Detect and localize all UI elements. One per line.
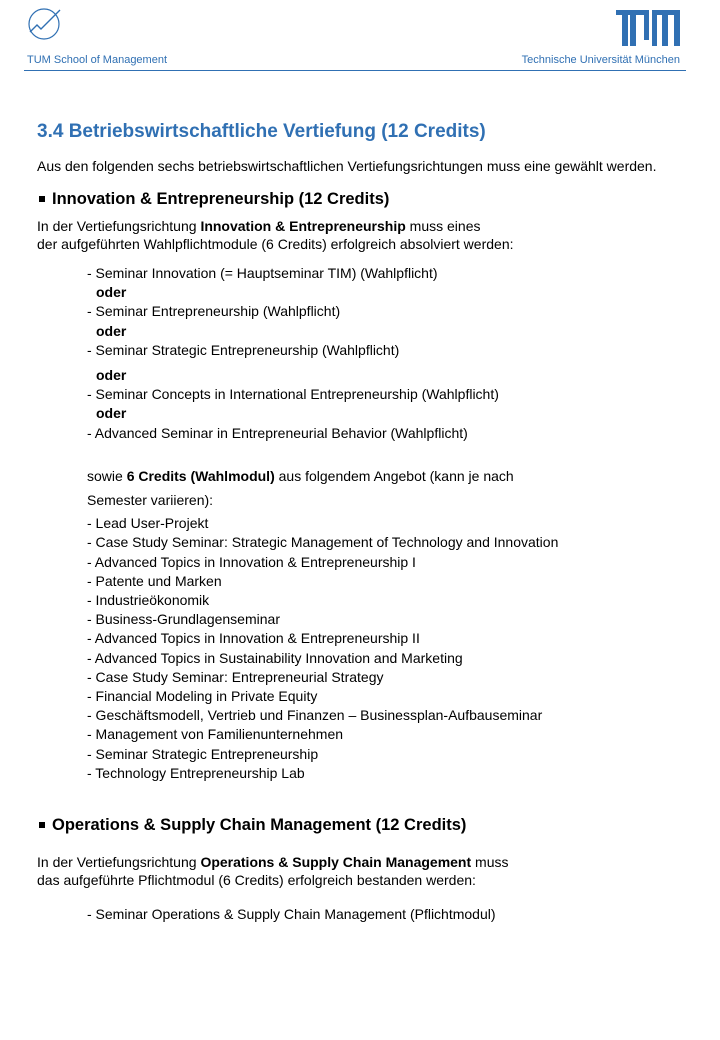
square-bullet-icon bbox=[39, 822, 45, 828]
elective-module-list bbox=[87, 514, 697, 783]
tum-logo bbox=[616, 10, 680, 46]
section-paragraph: der aufgeführten Wahlpflichtmodule (6 Credits) erfolgreich absolviert werden: bbox=[37, 236, 514, 252]
list-item: - Seminar Strategic Entrepreneurship (Wahlpflicht) bbox=[87, 341, 400, 358]
university-name: Technische Universität München bbox=[521, 54, 680, 66]
intro-text: Aus den folgenden sechs betriebswirtschaftlichen Vertiefungsrichtungen muss eine gewählt werden. bbox=[37, 158, 657, 174]
list-item: - Business-Grundlagenseminar bbox=[87, 611, 280, 628]
list-item: - Seminar Operations & Supply Chain Management (Pflichtmodul) bbox=[87, 906, 496, 923]
section-paragraph bbox=[37, 217, 697, 235]
list-item: - Seminar Concepts in International Entrepreneurship (Wahlpflicht) bbox=[87, 386, 499, 403]
list-item: - Seminar Innovation (= Hauptseminar TIM) (Wahlpflicht) bbox=[87, 265, 438, 281]
text-span: In der Vertiefungsrichtung bbox=[37, 218, 201, 234]
page-title: 3.4 Betriebswirtschaftliche Vertiefung (12 Credits) bbox=[37, 121, 486, 142]
list-item: - Advanced Topics in Innovation & Entrepreneurship II bbox=[87, 630, 420, 647]
square-bullet-icon bbox=[39, 196, 45, 202]
list-item: - Advanced Topics in Sustainability Innovation and Marketing bbox=[87, 649, 463, 666]
section-paragraph bbox=[37, 853, 697, 871]
school-name: TUM School of Management bbox=[27, 54, 168, 66]
text-span: muss eines bbox=[405, 218, 481, 234]
mandatory-module-list bbox=[87, 264, 697, 783]
text-span: sowie bbox=[87, 467, 127, 484]
section-paragraph: das aufgeführte Pflichtmodul (6 Credits) erfolgreich bestanden werden: bbox=[37, 872, 476, 889]
list-item: - Technology Entrepreneurship Lab bbox=[87, 764, 305, 781]
list-item: - Management von Familienunternehmen bbox=[87, 726, 344, 743]
tum-school-of-management-logo bbox=[27, 4, 63, 44]
bold-term: 6 Credits (Wahlmodul) bbox=[126, 467, 275, 484]
section-heading-text: Operations & Supply Chain Management (12 Credits) bbox=[52, 816, 467, 835]
bold-term: Operations & Supply Chain Management bbox=[200, 854, 472, 871]
text-span: muss bbox=[471, 854, 509, 871]
mandatory-module-list bbox=[87, 905, 697, 924]
list-item-or: oder bbox=[96, 367, 127, 384]
list-item: - Geschäftsmodell, Vertrieb und Finanzen – Businessplan-Aufbauseminar bbox=[87, 707, 543, 724]
section-heading-text: Innovation & Entrepreneurship (12 Credits) bbox=[52, 190, 390, 208]
list-item: - Case Study Seminar: Entrepreneurial Strategy bbox=[87, 668, 384, 685]
list-item: - Case Study Seminar: Strategic Management of Technology and Innovation bbox=[87, 534, 559, 551]
list-item: - Advanced Topics in Innovation & Entrepreneurship I bbox=[87, 553, 416, 570]
list-item: - Seminar Entrepreneurship (Wahlpflicht) bbox=[87, 303, 341, 320]
list-item: - Industrieökonomik bbox=[87, 592, 210, 609]
elective-intro-line2: Semester variieren): bbox=[87, 492, 214, 509]
list-item-or: oder bbox=[96, 322, 127, 339]
section-heading-innovation bbox=[37, 189, 697, 209]
list-item: - Advanced Seminar in Entrepreneurial Behavior (Wahlpflicht) bbox=[87, 424, 468, 441]
elective-intro bbox=[87, 467, 697, 486]
list-item: - Seminar Strategic Entrepreneurship bbox=[87, 745, 319, 762]
bold-term: Innovation & Entrepreneurship bbox=[200, 218, 406, 234]
header-divider bbox=[24, 70, 686, 71]
list-item: - Patente und Marken bbox=[87, 572, 222, 589]
list-item-or: oder bbox=[96, 405, 127, 422]
list-item: - Financial Modeling in Private Equity bbox=[87, 688, 318, 705]
document-body bbox=[37, 121, 697, 924]
section-heading-operations bbox=[37, 815, 697, 835]
list-item: - Lead User-Projekt bbox=[87, 515, 209, 532]
list-item-or: oder bbox=[96, 284, 127, 301]
text-span: In der Vertiefungsrichtung bbox=[37, 854, 201, 871]
text-span: aus folgendem Angebot (kann je nach bbox=[274, 467, 514, 484]
